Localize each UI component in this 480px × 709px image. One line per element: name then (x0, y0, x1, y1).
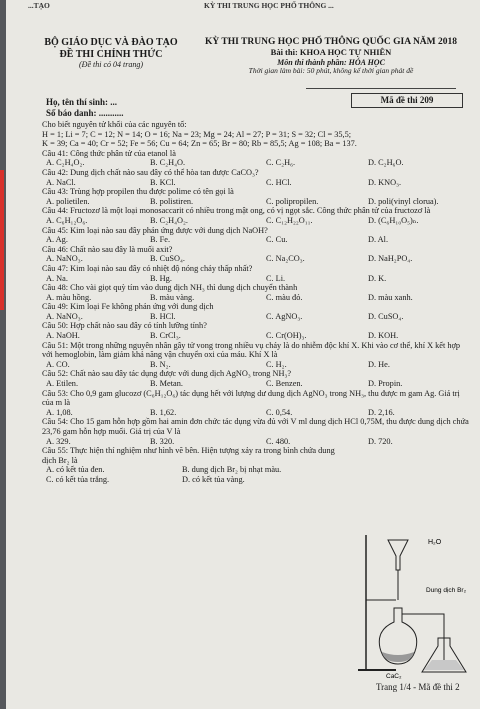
option-a: A. 329. (46, 436, 71, 446)
question-text: Câu 42: Dung dịch chất nào sau đây có thể hòa tan được CaCO₃? (42, 167, 259, 177)
option-c: C. Cr(OH)₃. (266, 331, 307, 341)
option-a: A. NaCl. (46, 177, 76, 187)
option-d: D. Propin. (368, 379, 403, 389)
question-item (42, 417, 472, 446)
option-b: B. dung dịch Br₂ bị nhạt màu. (182, 465, 282, 475)
question-item (42, 389, 472, 418)
question-text: Câu 41: Công thức phân tử của etanol là (42, 148, 176, 158)
atomic-masses-line-2: K = 39; Ca = 40; Cr = 52; Fe = 56; Cu = 64; Zn = 65; Br = 80; Rb = 85,5; Ag = 108; Ba = 137. (42, 139, 357, 149)
option-d: D. poli(vinyl clorua). (368, 196, 439, 206)
question-text: Câu 46: Chất nào sau đây là muối axit? (42, 244, 173, 254)
option-a: A. C₂H₄O₂. (46, 158, 85, 168)
question-text: Câu 53: Cho 0,9 gam glucozơ (C₆H₁₂O₆) tác dụng hết với lượng dư dung dịch AgNO₃ trong NH₃, thu được m gam Ag. Giá trị của m là (42, 388, 460, 408)
option-b: B. C₂H₄O₂. (150, 215, 188, 225)
top-strip (6, 0, 480, 14)
option-c: C. 0,54. (266, 407, 293, 417)
option-c: C. Li. (266, 273, 286, 283)
option-d: D. NaH₂PO₄. (368, 254, 413, 264)
option-a: A. Na. (46, 273, 68, 283)
answer-options (42, 158, 472, 168)
label-bromine: Dung dịch Br₂ (426, 587, 467, 594)
intro-text: Cho biết nguyên tử khối của các nguyên tố: (42, 120, 187, 129)
option-d: D. 2,16. (368, 407, 395, 417)
option-b: B. Fe. (150, 235, 171, 245)
answer-options (42, 254, 472, 264)
answer-options (42, 197, 472, 207)
answer-options (42, 216, 472, 226)
option-d: D. có kết tủa vàng. (182, 474, 245, 484)
label-water: H₂O (428, 539, 442, 546)
answer-options (42, 178, 472, 188)
question-text: Câu 54: Cho 15 gam hỗn hợp gồm hai amin đơn chức tác dụng vừa đủ với V ml dung dịch HCl 0,75M, thu được dung dịch chứa 23,76 gam hỗn hợp muối. Giá trị của V là (42, 417, 469, 436)
option-c: C. polipropilen. (266, 196, 319, 206)
atomic-masses-line-1: H = 1; Li = 7; C = 12; N = 14; O = 16; Na = 23; Mg = 24; Al = 27; P = 31; S = 32; Cl = 35,5; (42, 129, 352, 139)
answer-options (42, 437, 472, 447)
option-a: A. NaNO₃. (46, 311, 83, 321)
answer-options (42, 465, 472, 475)
question-text: Câu 44: Fructozơ là một loại monosaccarit có nhiều trong mật ong, có vị ngọt sắc. Công thức phân tử của fructozơ là (42, 206, 431, 216)
question-item (42, 168, 472, 187)
option-b: B. Metan. (150, 379, 183, 389)
exam-content (42, 120, 472, 485)
answer-options (42, 408, 472, 418)
option-c: C. C₂H₆. (266, 158, 296, 168)
question-item (42, 206, 472, 225)
option-b: B. Hg. (150, 273, 172, 283)
option-d: D. 720. (368, 436, 393, 446)
question-text: Câu 43: Trùng hợp propilen thu được polime có tên gọi là (42, 187, 234, 197)
question-list (42, 149, 472, 485)
answer-options (42, 235, 472, 245)
label-carbide: CaC₂ (386, 673, 402, 680)
option-a: A. NaOH. (46, 331, 80, 341)
question-text: Câu 52: Chất nào sau đây tác dụng được với dung dịch AgNO₃ trong NH₃? (42, 369, 292, 379)
header-left (36, 37, 186, 69)
question-item (42, 321, 472, 340)
option-a: A. Etilen. (46, 379, 79, 389)
question-item (42, 302, 472, 321)
question-text: Câu 51: Một trong những nguyên nhân gây tử vong trong nhiều vụ cháy là do nhiễm độc khí X. Khi vào cơ thể, khí X kết hợp với hemoglobin, làm giảm khả năng vận chuyển oxi của máu. Khí X là (42, 340, 461, 360)
option-b: B. N₂. (150, 359, 171, 369)
option-d: D. K. (368, 273, 387, 283)
option-b: B. màu vàng. (150, 292, 195, 302)
option-a: A. màu hồng. (46, 292, 92, 302)
answer-options (42, 475, 472, 485)
option-a: A. 1,08. (46, 407, 73, 417)
header-right (191, 37, 471, 76)
option-c: C. có kết tủa trắng. (46, 474, 110, 484)
option-b: B. polistiren. (150, 196, 194, 206)
question-text: Câu 47: Kim loại nào sau đây có nhiệt độ nóng chảy thấp nhất? (42, 263, 253, 273)
exam-title: KỲ THI TRUNG HỌC PHỔ THÔNG QUỐC GIA NĂM 2018 (204, 37, 458, 47)
header-divider (306, 88, 456, 89)
red-edge-object (0, 170, 4, 310)
answer-options (42, 312, 472, 322)
option-a: A. polietilen. (46, 196, 90, 206)
option-b: B. HCl. (150, 311, 176, 321)
top-strip-right: KỲ THI TRUNG HỌC PHỔ THÔNG ... (204, 1, 334, 10)
option-d: D. C₂H₆O. (368, 158, 404, 168)
student-info (46, 97, 124, 119)
option-b: B. 320. (150, 436, 175, 446)
exam-component: Môn thi thành phần: HÓA HỌC (277, 57, 385, 67)
option-b: B. C₂H₄O. (150, 158, 186, 168)
answer-options (42, 274, 472, 284)
question-item (42, 283, 472, 302)
option-c: C. Benzen. (266, 379, 303, 389)
option-c: C. Cu. (266, 235, 288, 245)
option-b: B. CuSO₄. (150, 254, 185, 264)
top-strip-left: ...TẠO (28, 1, 50, 10)
answer-options (42, 360, 472, 370)
question-item (42, 341, 472, 370)
option-c: C. H₂. (266, 359, 287, 369)
exam-subject: Bài thi: KHOA HỌC TỰ NHIÊN (270, 46, 392, 57)
question-item (42, 149, 472, 168)
experiment-apparatus-diagram (356, 530, 480, 680)
answer-options (42, 331, 472, 341)
option-a: A. NaNO₃. (46, 254, 83, 264)
student-name-label: Họ, tên thí sinh: ... (46, 97, 118, 107)
option-c: C. C₁₂H₂₂O₁₁. (266, 215, 313, 225)
option-d: D. CuSO₄. (368, 311, 404, 321)
question-item (42, 245, 472, 264)
ministry-name: BỘ GIÁO DỤC VÀ ĐÀO TẠO (44, 37, 178, 48)
option-d: D. He. (368, 359, 390, 369)
option-d: D. Al. (368, 235, 389, 245)
option-c: C. AgNO₃. (266, 311, 303, 321)
question-item (42, 446, 472, 484)
option-c: C. HCl. (266, 177, 292, 187)
question-item (42, 226, 472, 245)
question-item (42, 264, 472, 283)
option-a: A. Ag. (46, 235, 68, 245)
question-text: Câu 55: Thực hiện thí nghiệm như hình vẽ bên. Hiện tượng xảy ra trong bình chứa dung dịch Br₂ là (42, 446, 335, 465)
option-b: B. KCl. (150, 177, 176, 187)
question-item (42, 187, 472, 206)
question-text: Câu 48: Cho vài giọt quỳ tím vào dung dịch NH₃ thì dung dịch chuyển thành (42, 283, 298, 293)
option-d: D. KNO₃. (368, 177, 402, 187)
option-d: D. màu xanh. (368, 292, 413, 302)
question-text: Câu 49: Kim loại Fe không phản ứng với dung dịch (42, 302, 214, 312)
exam-page (6, 0, 480, 709)
option-d: D. (C₆H₁₀O₅)ₙ. (368, 215, 419, 225)
question-item (42, 369, 472, 388)
question-text: Câu 45: Kim loại nào sau đây phản ứng được với dung dịch NaOH? (42, 225, 268, 235)
question-text: Câu 50: Hợp chất nào sau đây có tính lưỡng tính? (42, 321, 207, 331)
student-id-label: Số báo danh: ........... (46, 108, 124, 118)
option-c: C. 480. (266, 436, 291, 446)
exam-code-box: Mã đề thi 209 (351, 93, 463, 108)
exam-time: Thời gian làm bài: 50 phút, không kể thời gian phát đề (248, 65, 414, 75)
official-label: ĐỀ THI CHÍNH THỨC (59, 48, 163, 60)
answer-options (42, 293, 472, 303)
option-c: C. màu đỏ. (266, 292, 303, 302)
answer-options (42, 379, 472, 389)
option-d: D. KOH. (368, 331, 399, 341)
option-a: A. C₆H₁₂O₆. (46, 215, 88, 225)
option-a: A. CO. (46, 359, 70, 369)
option-a: A. có kết tủa đen. (46, 465, 105, 475)
page-count-note: (Đề thi có 04 trang) (79, 60, 143, 69)
option-b: B. CrCl₃. (150, 331, 181, 341)
option-b: B. 1,62. (150, 407, 177, 417)
option-c: C. Na₂CO₃. (266, 254, 305, 264)
page-footer: Trang 1/4 - Mã đề thi 2 (376, 682, 460, 692)
